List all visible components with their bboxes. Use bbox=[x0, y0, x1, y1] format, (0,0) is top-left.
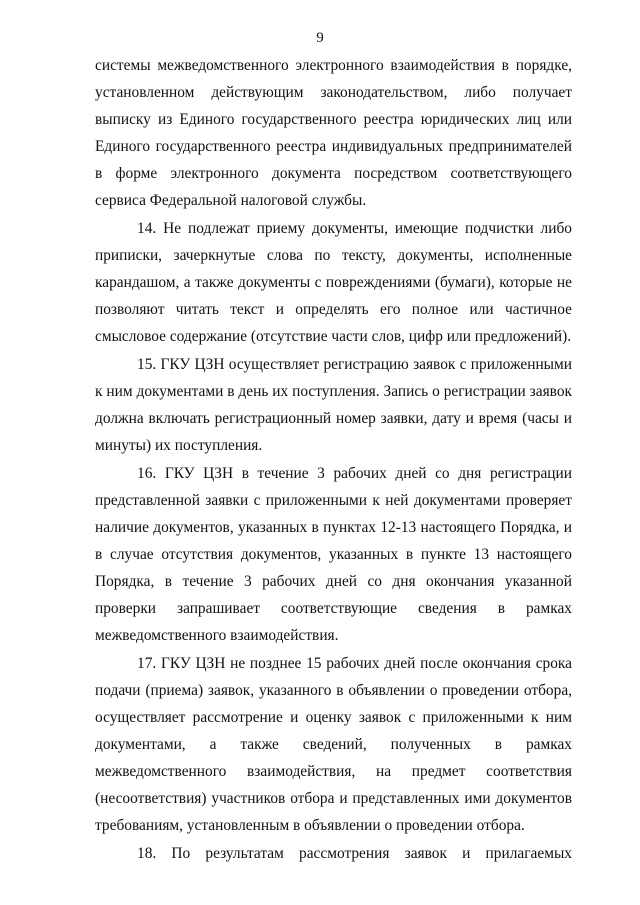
page-number: 9 bbox=[316, 30, 324, 46]
paragraph-16: 16. ГКУ ЦЗН в течение 3 рабочих дней со дня регистрации представленной заявки с приложенными к ней документами проверяет наличие документов, указанных в пунктах 12-13 настоящего Порядка, и в случае отсутствия документов, указанных в пункте 13 настоящего Порядка, в течение 3 рабочих дней со дня окончания указанной проверки запрашивает соответствующие сведения в рамках межведомственного взаимодействия. bbox=[95, 465, 572, 644]
paragraph-17: 17. ГКУ ЦЗН не позднее 15 рабочих дней после окончания срока подачи (приема) заявок, указанного в объявлении о проведении отбора, осуществляет рассмотрение и оценку заявок с приложенными к ним документами, а также сведений, полученных в рамках межведомственного взаимодействия, на предмет соответствия (несоответствия) участников отбора и представленных ими документов требованиям, установленным в объявлении о проведении отбора. bbox=[95, 655, 572, 834]
document-body bbox=[95, 52, 572, 867]
paragraph-18-start: 18. По результатам рассмотрения заявок и прилагаемых bbox=[137, 845, 572, 862]
paragraph-14: 14. Не подлежат приему документы, имеющие подчистки либо приписки, зачеркнутые слова по тексту, документы, исполненные карандашом, а также документы с повреждениями (бумаги), которые не позволяют читать текст и определять его полное или частичное смысловое содержание (отсутствие части слов, цифр или предложений). bbox=[95, 220, 572, 345]
paragraph-13-continuation: системы межведомственного электронного взаимодействия в порядке, установленном действующим законодательством, либо получает выписку из Единого государственного реестра юридических лиц или Единого государственного реестра индивидуальных предпринимателей в форме электронного документа посредством соответствующего сервиса Федеральной налоговой службы. bbox=[95, 57, 572, 209]
paragraph-15: 15. ГКУ ЦЗН осуществляет регистрацию заявок с приложенными к ним документами в день их поступления. Запись о регистрации заявок должна включать регистрационный номер заявки, дату и время (часы и минуты) их поступления. bbox=[95, 356, 572, 454]
